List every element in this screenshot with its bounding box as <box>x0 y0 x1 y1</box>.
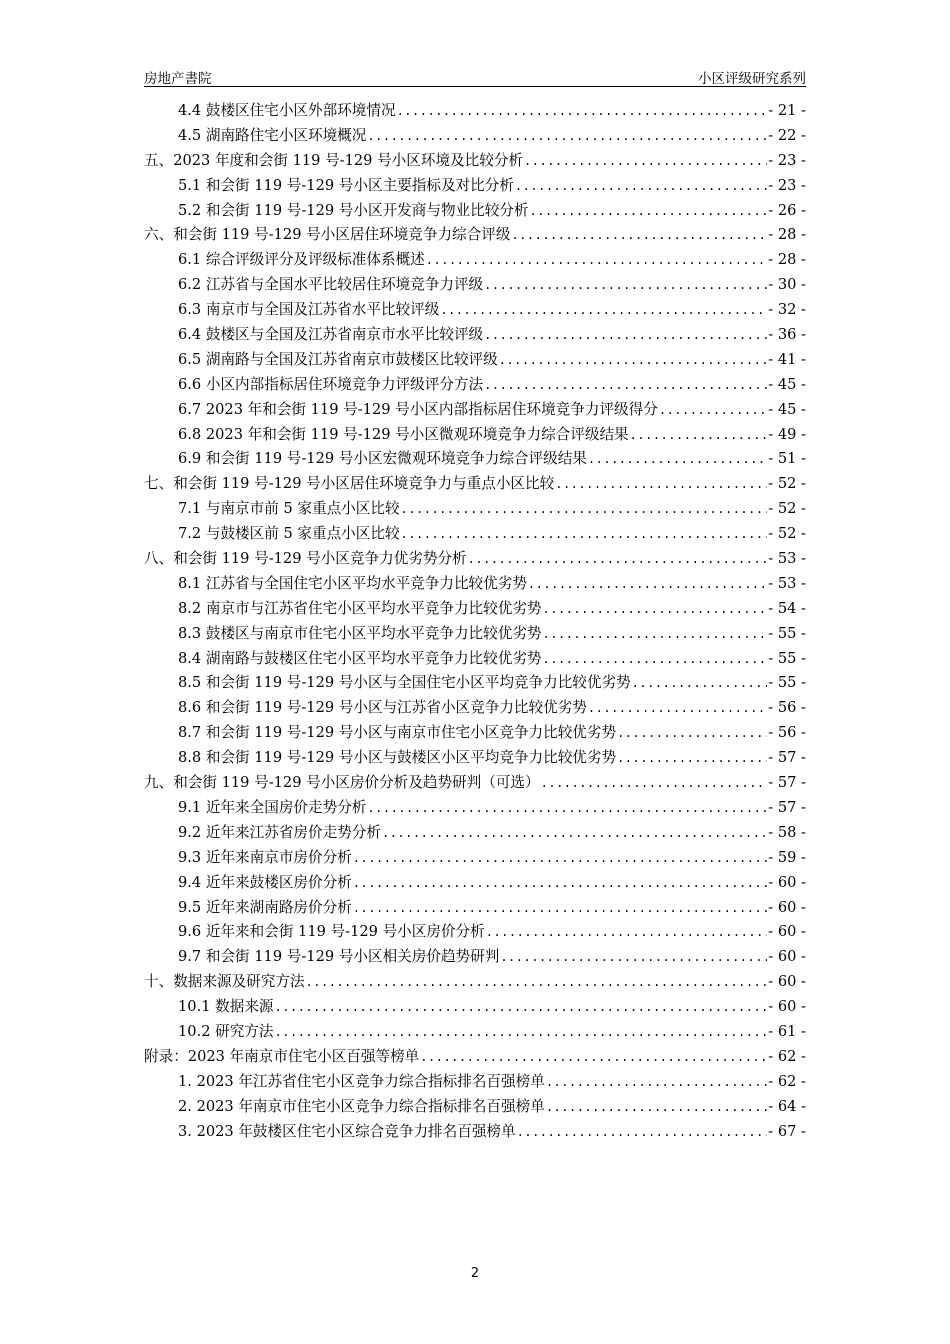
toc-entry-page: - 54 - <box>768 599 806 617</box>
toc-leader-dots <box>401 527 768 541</box>
toc-entry-page: - 52 - <box>768 475 806 493</box>
toc-entry[interactable] <box>144 696 806 721</box>
toc-entry-title: 6.9 和会街 119 号-129 号小区宏微观环境竞争力综合评级结果 <box>178 450 587 468</box>
toc-entry-page: - 60 - <box>768 923 806 941</box>
toc-entry-page: - 57 - <box>768 798 806 816</box>
toc-entry-page: - 23 - <box>768 176 806 194</box>
toc-entry-title: 七、和会街 119 号-129 号小区居住环境竞争力与重点小区比较 <box>144 475 555 493</box>
toc-entry-page: - 22 - <box>768 126 806 144</box>
toc-entry-page: - 60 - <box>768 973 806 991</box>
toc-entry-title: 7.2 与鼓楼区前 5 家重点小区比较 <box>178 525 400 543</box>
toc-leader-dots <box>500 950 767 964</box>
toc-entry[interactable] <box>144 572 806 597</box>
toc-leader-dots <box>543 652 768 666</box>
toc-entry[interactable] <box>144 149 806 174</box>
toc-entry-page: - 45 - <box>768 375 806 393</box>
toc-entry-title: 8.5 和会街 119 号-129 号小区与全国住宅小区平均竞争力比较优劣势 <box>178 674 631 692</box>
toc-leader-dots <box>486 925 768 939</box>
toc-leader-dots <box>515 179 767 193</box>
toc-entry-title: 附录：2023 年南京市住宅小区百强等榜单 <box>144 1047 420 1065</box>
toc-entry-title: 五、2023 年度和会街 119 号-129 号小区环境及比较分析 <box>144 151 524 169</box>
toc-entry-title: 10.1 数据来源 <box>178 998 274 1016</box>
toc-entry-title: 5.2 和会街 119 号-129 号小区开发商与物业比较分析 <box>178 201 529 219</box>
toc-leader-dots <box>484 278 767 292</box>
toc-entry[interactable] <box>144 348 806 373</box>
toc-leader-dots <box>517 1125 768 1139</box>
toc-entry-page: - 32 - <box>768 301 806 319</box>
toc-entry[interactable] <box>144 647 806 672</box>
toc-leader-dots <box>397 104 768 118</box>
toc-entry[interactable] <box>144 447 806 472</box>
toc-entry[interactable] <box>144 671 806 696</box>
toc-entry-page: - 62 - <box>768 1072 806 1090</box>
toc-leader-dots <box>543 627 768 641</box>
toc-leader-dots <box>543 602 768 616</box>
toc-leader-dots <box>484 328 767 342</box>
toc-entry[interactable] <box>144 920 806 945</box>
toc-entry[interactable] <box>144 298 806 323</box>
toc-entry-page: - 56 - <box>768 724 806 742</box>
toc-entry[interactable] <box>144 622 806 647</box>
toc-entry[interactable] <box>144 398 806 423</box>
toc-entry-page: - 23 - <box>768 151 806 169</box>
header-series: 小区评级研究系列 <box>698 71 806 87</box>
toc-leader-dots <box>588 701 767 715</box>
toc-leader-dots <box>617 751 767 765</box>
toc-entry-title: 9.3 近年来南京市房价分析 <box>178 848 352 866</box>
toc-entry-page: - 57 - <box>768 774 806 792</box>
toc-entry-page: - 52 - <box>768 525 806 543</box>
toc-entry-page: - 64 - <box>768 1097 806 1115</box>
toc-entry-page: - 61 - <box>768 1022 806 1040</box>
toc-leader-dots <box>353 876 767 890</box>
toc-leader-dots <box>382 826 767 840</box>
toc-entry[interactable] <box>144 1045 806 1070</box>
toc-entry[interactable] <box>144 1020 806 1045</box>
toc-leader-dots <box>546 1075 767 1089</box>
toc-entry[interactable] <box>144 746 806 771</box>
toc-leader-dots <box>499 353 768 367</box>
toc-entry-page: - 60 - <box>768 898 806 916</box>
toc-entry[interactable] <box>144 1095 806 1120</box>
toc-entry-page: - 52 - <box>768 500 806 518</box>
toc-leader-dots <box>353 851 767 865</box>
toc-leader-dots <box>275 1025 768 1039</box>
toc-leader-dots <box>555 477 767 491</box>
toc-leader-dots <box>440 303 767 317</box>
toc-entry-title: 9.2 近年来江苏省房价走势分析 <box>178 823 381 841</box>
toc-entry-title: 4.5 湖南路住宅小区环境概况 <box>178 126 367 144</box>
toc-leader-dots <box>367 129 767 143</box>
toc-entry-page: - 60 - <box>768 873 806 891</box>
toc-entry-page: - 45 - <box>768 400 806 418</box>
toc-entry-page: - 53 - <box>768 574 806 592</box>
toc-entry-page: - 62 - <box>768 1047 806 1065</box>
toc-entry-page: - 51 - <box>768 450 806 468</box>
toc-leader-dots <box>659 403 767 417</box>
toc-entry-title: 6.7 2023 年和会街 119 号-129 号小区内部指标居住环境竞争力评级得分 <box>178 400 658 418</box>
toc-leader-dots <box>468 552 768 566</box>
toc-entry-title: 8.2 南京市与江苏省住宅小区平均水平竞争力比较优劣势 <box>178 599 542 617</box>
toc-entry[interactable] <box>144 373 806 398</box>
toc-entry-title: 9.4 近年来鼓楼区房价分析 <box>178 873 352 891</box>
toc-leader-dots <box>617 726 767 740</box>
toc-entry-page: - 41 - <box>768 350 806 368</box>
toc-entry-title: 9.1 近年来全国房价走势分析 <box>178 798 367 816</box>
toc-entry-page: - 55 - <box>768 674 806 692</box>
toc-leader-dots <box>632 676 768 690</box>
toc-entry[interactable] <box>144 871 806 896</box>
toc-leader-dots <box>275 1000 768 1014</box>
toc-leader-dots <box>530 204 768 218</box>
toc-entry-title: 8.8 和会街 119 号-129 号小区与鼓楼区小区平均竞争力比较优劣势 <box>178 749 617 767</box>
toc-entry-title: 8.4 湖南路与鼓楼区住宅小区平均水平竞争力比较优劣势 <box>178 649 542 667</box>
toc-entry[interactable] <box>144 248 806 273</box>
toc-entry[interactable] <box>144 821 806 846</box>
toc-entry-title: 10.2 研究方法 <box>178 1022 274 1040</box>
toc-entry[interactable] <box>144 846 806 871</box>
toc-entry-page: - 28 - <box>768 251 806 269</box>
toc-leader-dots <box>528 577 767 591</box>
toc-entry-title: 8.7 和会街 119 号-129 号小区与南京市住宅小区竞争力比较优劣势 <box>178 724 617 742</box>
toc-entry-title: 1. 2023 年江苏省住宅小区竞争力综合指标排名百强榜单 <box>178 1072 545 1090</box>
toc-entry-page: - 57 - <box>768 749 806 767</box>
toc-entry[interactable] <box>144 1120 806 1145</box>
toc-leader-dots <box>546 1100 767 1114</box>
page-header <box>144 66 806 87</box>
toc-entry-page: - 60 - <box>768 998 806 1016</box>
toc-entry-page: - 58 - <box>768 823 806 841</box>
toc-entry-page: - 53 - <box>768 550 806 568</box>
toc-leader-dots <box>511 228 767 242</box>
toc-entry[interactable] <box>144 771 806 796</box>
toc-leader-dots <box>541 776 768 790</box>
toc-entry-title: 6.1 综合评级评分及评级标准体系概述 <box>178 251 425 269</box>
toc-entry-page: - 55 - <box>768 624 806 642</box>
toc-entry[interactable] <box>144 174 806 199</box>
toc-entry[interactable] <box>144 223 806 248</box>
toc-entry[interactable] <box>144 199 806 224</box>
toc-leader-dots <box>630 428 768 442</box>
toc-entry-title: 8.6 和会街 119 号-129 号小区与江苏省小区竞争力比较优劣势 <box>178 699 587 717</box>
table-of-contents <box>144 99 806 1144</box>
toc-entry[interactable] <box>144 1070 806 1095</box>
toc-entry[interactable] <box>144 597 806 622</box>
toc-entry-title: 3. 2023 年鼓楼区住宅小区综合竞争力排名百强榜单 <box>178 1122 516 1140</box>
toc-leader-dots <box>420 1050 767 1064</box>
toc-leader-dots <box>367 801 767 815</box>
toc-entry-title: 6.3 南京市与全国及江苏省水平比较评级 <box>178 301 440 319</box>
toc-entry[interactable] <box>144 273 806 298</box>
toc-entry-title: 6.4 鼓楼区与全国及江苏省南京市水平比较评级 <box>178 326 484 344</box>
toc-entry[interactable] <box>144 970 806 995</box>
toc-entry[interactable] <box>144 124 806 149</box>
toc-entry[interactable] <box>144 497 806 522</box>
toc-entry-title: 9.6 近年来和会街 119 号-129 号小区房价分析 <box>178 923 485 941</box>
toc-entry[interactable] <box>144 99 806 124</box>
toc-entry-title: 6.5 湖南路与全国及江苏省南京市鼓楼区比较评级 <box>178 350 498 368</box>
toc-entry-page: - 60 - <box>768 948 806 966</box>
toc-entry[interactable] <box>144 896 806 921</box>
toc-entry[interactable] <box>144 423 806 448</box>
toc-entry[interactable] <box>144 995 806 1020</box>
toc-entry-title: 6.2 江苏省与全国水平比较居住环境竞争力评级 <box>178 276 484 294</box>
toc-entry-title: 6.8 2023 年和会街 119 号-129 号小区微观环境竞争力综合评级结果 <box>178 425 629 443</box>
toc-entry-page: - 21 - <box>768 102 806 119</box>
toc-entry-title: 8.3 鼓楼区与南京市住宅小区平均水平竞争力比较优劣势 <box>178 624 542 642</box>
toc-entry-title: 六、和会街 119 号-129 号小区居住环境竞争力综合评级 <box>144 226 511 244</box>
toc-entry-title: 5.1 和会街 119 号-129 号小区主要指标及对比分析 <box>178 176 514 194</box>
toc-leader-dots <box>524 154 767 168</box>
toc-leader-dots <box>588 452 767 466</box>
header-publisher: 房地产書院 <box>144 71 212 87</box>
toc-leader-dots <box>426 253 768 267</box>
toc-entry-title: 八、和会街 119 号-129 号小区竞争力优劣势分析 <box>144 550 467 568</box>
toc-entry-title: 9.5 近年来湖南路房价分析 <box>178 898 352 916</box>
toc-entry-page: - 30 - <box>768 276 806 294</box>
toc-entry-page: - 49 - <box>768 425 806 443</box>
toc-entry-page: - 28 - <box>768 226 806 244</box>
toc-leader-dots <box>353 901 767 915</box>
toc-entry[interactable] <box>144 547 806 572</box>
toc-leader-dots <box>306 975 768 989</box>
toc-entry-title: 9.7 和会街 119 号-129 号小区相关房价趋势研判 <box>178 948 500 966</box>
toc-entry-page: - 59 - <box>768 848 806 866</box>
toc-entry-page: - 67 - <box>768 1122 806 1140</box>
toc-entry-page: - 56 - <box>768 699 806 717</box>
toc-entry-title: 7.1 与南京市前 5 家重点小区比较 <box>178 500 400 518</box>
toc-entry[interactable] <box>144 472 806 497</box>
toc-entry-page: - 26 - <box>768 201 806 219</box>
toc-entry[interactable] <box>144 721 806 746</box>
toc-entry-title: 4.4 鼓楼区住宅小区外部环境情况 <box>178 102 396 119</box>
toc-entry[interactable] <box>144 522 806 547</box>
toc-entry-title: 2. 2023 年南京市住宅小区竞争力综合指标排名百强榜单 <box>178 1097 545 1115</box>
toc-entry-title: 十、数据来源及研究方法 <box>144 973 305 991</box>
toc-entry-page: - 36 - <box>768 326 806 344</box>
toc-leader-dots <box>484 378 767 392</box>
toc-entry[interactable] <box>144 945 806 970</box>
toc-entry[interactable] <box>144 796 806 821</box>
toc-entry-page: - 55 - <box>768 649 806 667</box>
toc-entry-title: 6.6 小区内部指标居住环境竞争力评级评分方法 <box>178 375 484 393</box>
toc-leader-dots <box>401 502 768 516</box>
toc-entry-title: 九、和会街 119 号-129 号小区房价分析及趋势研判（可选） <box>144 774 540 792</box>
toc-entry-title: 8.1 江苏省与全国住宅小区平均水平竞争力比较优劣势 <box>178 574 527 592</box>
page-number: 2 <box>470 1266 480 1281</box>
toc-entry[interactable] <box>144 323 806 348</box>
